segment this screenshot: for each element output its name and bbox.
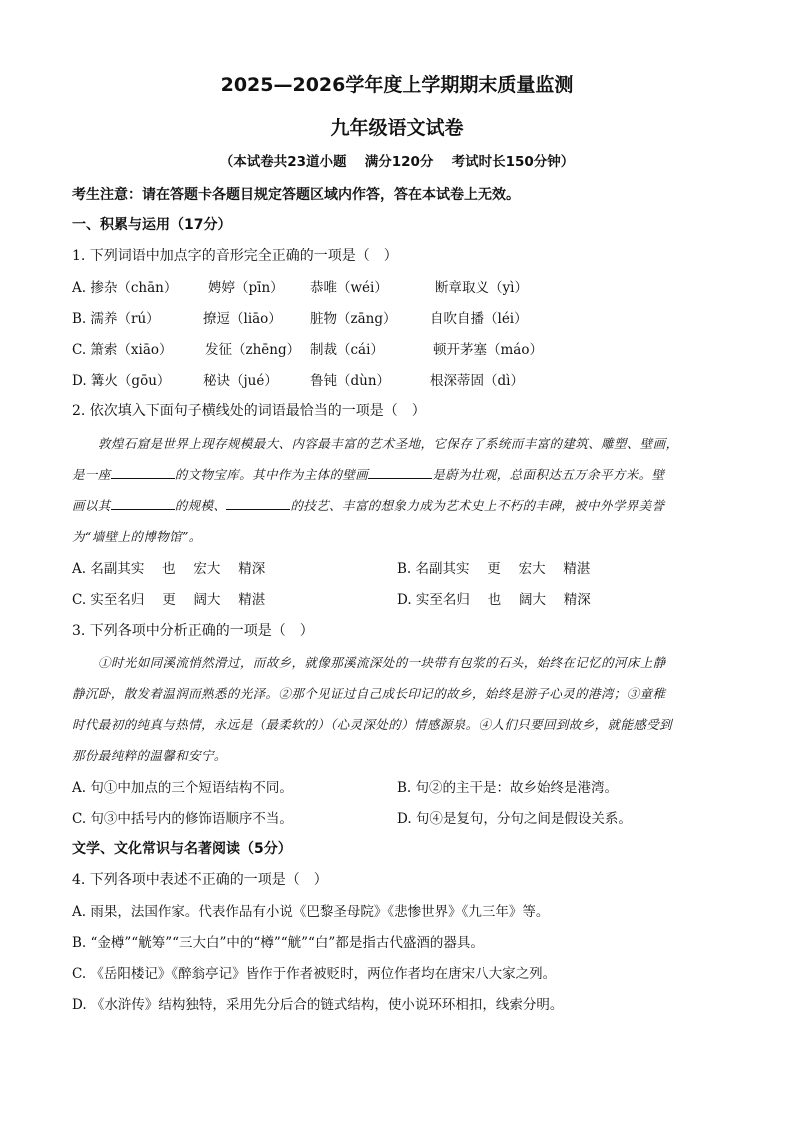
q1-option-d-1: D. 篝火（gōu）: [72, 373, 171, 389]
q3-passage-line-3: 时代最初的纯真与热情，永远是（最柔软的）（心灵深处的）情感源泉。④人们只要回到故乡，就能感受到: [72, 717, 673, 732]
fill-blank-1: [111, 467, 175, 479]
q3-option-b: B. 句②的主干是：故乡始终是港湾。: [397, 780, 619, 796]
fill-blank-2: [368, 467, 432, 479]
q1-stem: 1. 下列词语中加点字的音形完全正确的一项是（ ）: [72, 248, 398, 264]
q3-option-c: C. 句③中括号内的修饰语顺序不当。: [72, 811, 293, 827]
q1-option-b-4: 自吹自播（léi）: [430, 311, 528, 327]
q1-option-c-1: C. 箫索（xiāo）: [72, 342, 173, 358]
q1-option-a-3: 恭唯（wéi）: [310, 280, 388, 296]
q1-option-b-3: 脏物（zāng）: [310, 311, 397, 327]
q2-stem: 2. 依次填入下面句子横线处的词语最恰当的一项是（ ）: [72, 403, 426, 419]
q1-option-a-1: A. 掺杂（chān）: [72, 280, 178, 296]
q2-option-b: B. 名副其实 更 宏大 精湛: [397, 561, 591, 577]
section-2-title: 文学、文化常识与名著阅读（5分）: [72, 841, 292, 857]
q3-stem: 3. 下列各项中分析正确的一项是（ ）: [72, 623, 314, 639]
q3-option-a: A. 句①中加点的三个短语结构不同。: [72, 780, 293, 796]
q1-option-b-1: B. 濡养（rú）: [72, 311, 160, 327]
section-1-title: 一、积累与运用（17分）: [72, 217, 232, 233]
q1-option-d-4: 根深蒂固（dì）: [430, 373, 524, 389]
q2-passage-line-3: 画以其 的规模、 的技艺、丰富的想象力成为艺术史上不朽的丰碑，被中外学界美誉: [72, 498, 665, 513]
q1-option-c-3: 制裁（cái）: [310, 342, 384, 358]
q4-option-c: C. 《岳阳楼记》《醉翁亭记》皆作于作者被贬时，两位作者均在唐宋八大家之列。: [72, 966, 557, 982]
q1-option-c-2: 发征（zhēng）: [205, 342, 301, 358]
q1-option-d-2: 秘诀（jué）: [203, 373, 278, 389]
q2-option-c: C. 实至名归 更 阔大 精湛: [72, 592, 266, 608]
q4-option-a: A. 雨果，法国作家。代表作品有小说《巴黎圣母院》《悲惨世界》《九三年》等。: [72, 904, 550, 920]
q3-passage-line-1: ①时光如同溪流悄然滑过，而故乡，就像那溪流深处的一块带有包浆的石头，始终在记忆的河床上静: [98, 655, 666, 670]
q2-option-d: D. 实至名归 也 阔大 精深: [397, 592, 591, 608]
q2-option-a: A. 名副其实 也 宏大 精深: [72, 561, 266, 577]
q1-option-a-2: 娉婷（pīn）: [208, 280, 284, 296]
q2-passage-line-2: 是一座 的文物宝库。其中作为主体的壁画 是蔚为壮观，总面积达五万余平方米。壁: [72, 467, 665, 482]
notice: 考生注意：请在答题卡各题目规定答题区域内作答，答在本试卷上无效。: [72, 187, 520, 203]
fill-blank-4: [226, 498, 290, 510]
q2-passage-line-4: 为“墙壁上的博物馆”。: [72, 529, 202, 544]
q3-passage-line-2: 静沉卧，散发着温润而熟悉的光泽。②那个见证过自己成长印记的故乡，始终是游子心灵的港湾；③童稚: [72, 686, 666, 701]
q1-option-d-3: 鲁钝（dùn）: [310, 373, 391, 389]
q3-passage-line-4: 那份最纯粹的温馨和安宁。: [72, 748, 227, 763]
q3-option-d: D. 句④是复句，分句之间是假设关系。: [397, 811, 632, 827]
q1-option-a-4: 断章取义（yì）: [435, 280, 528, 296]
q4-option-b: B. “金樽”“觥筹”“三大白”中的“樽”“觥”“白”都是指古代盛酒的器具。: [72, 935, 484, 951]
q4-option-d: D. 《水浒传》结构独特，采用先分后合的链式结构，使小说环环相扣，线索分明。: [72, 997, 564, 1013]
q1-option-c-4: 顿开茅塞（máo）: [433, 342, 543, 358]
q4-stem: 4. 下列各项中表述不正确的一项是（ ）: [72, 872, 328, 888]
fill-blank-3: [111, 498, 175, 510]
exam-subtitle: 九年级语文试卷: [330, 117, 464, 139]
exam-info: （本试卷共23道小题 满分120分 考试时长150分钟）: [219, 154, 575, 170]
exam-title: 2025—2026学年度上学期期末质量监测: [220, 74, 574, 96]
q1-option-b-2: 撩逗（liāo）: [203, 311, 282, 327]
q2-passage-line-1: 敦煌石窟是世界上现存规模最大、内容最丰富的艺术圣地，它保存了系统而丰富的建筑、雕塑、壁画，: [98, 436, 679, 451]
